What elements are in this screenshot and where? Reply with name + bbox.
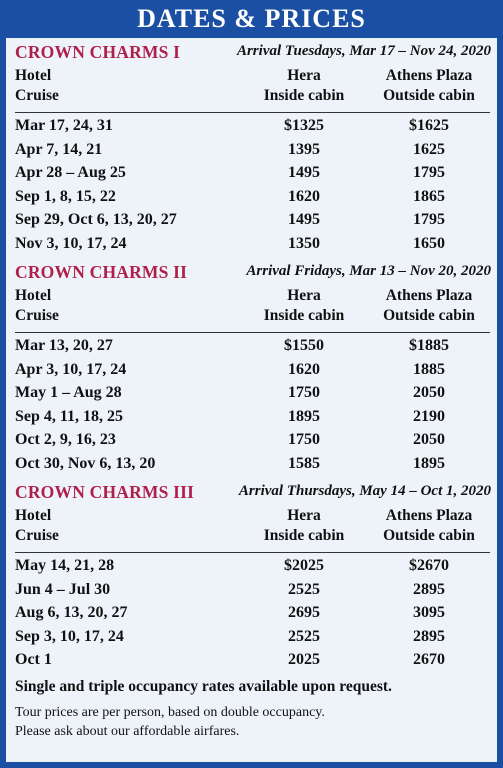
row-outside-price: $2670 [409, 557, 449, 574]
row-dates: Sep 1, 8, 15, 22 [15, 187, 116, 205]
row-dates: Sep 3, 10, 17, 24 [15, 627, 124, 645]
section-arrival: Arrival Fridays, Mar 13 – Nov 20, 2020 [246, 263, 491, 279]
header-athens-plaza: Athens Plaza [385, 287, 473, 304]
row-dates: May 1 – Aug 28 [15, 384, 122, 401]
table-row [6, 211, 497, 235]
row-inside-price: $1325 [284, 117, 324, 134]
table-row [6, 164, 497, 188]
header-hera: Hera [287, 67, 321, 84]
header-cruise: Cruise [15, 87, 59, 104]
table-row [6, 581, 497, 605]
row-dates: Sep 4, 11, 18, 25 [15, 407, 124, 425]
table-row [6, 455, 497, 479]
table-row [6, 408, 497, 432]
page-title: DATES & PRICES [137, 4, 366, 33]
header-hera: Hera [287, 287, 321, 304]
section-name: CROWN CHARMS I [15, 42, 181, 62]
section-name: CROWN CHARMS III [15, 482, 195, 502]
row-outside-price: 1865 [413, 187, 445, 205]
header-cruise: Cruise [15, 307, 59, 324]
table-row [6, 337, 497, 361]
row-inside-price: 1750 [288, 431, 320, 448]
row-outside-price: 1795 [413, 164, 445, 181]
column-header-outside [366, 286, 492, 326]
section-name: CROWN CHARMS II [15, 262, 188, 282]
row-inside-price: 1585 [288, 454, 320, 472]
row-outside-price: 2190 [413, 407, 445, 425]
row-inside-price: 1750 [288, 384, 320, 401]
section-arrival: Arrival Thursdays, May 14 – Oct 1, 2020 [238, 483, 491, 499]
row-dates: Mar 17, 24, 31 [15, 117, 113, 134]
footer-note-airfares: Please ask about our affordable airfares. [15, 724, 240, 739]
column-header-dates [15, 286, 59, 326]
row-outside-price: 1795 [413, 211, 445, 228]
column-header-inside [254, 286, 354, 326]
table-row [6, 557, 497, 581]
row-inside-price: 1620 [288, 360, 320, 378]
row-inside-price: 1895 [288, 407, 320, 425]
row-inside-price: 2525 [288, 580, 320, 598]
section-arrival: Arrival Tuesdays, Mar 17 – Nov 24, 2020 [236, 43, 491, 59]
row-inside-price: 2025 [288, 651, 320, 668]
header-hotel: Hotel [15, 287, 52, 304]
header-inside-cabin: Inside cabin [263, 87, 345, 104]
column-header-dates [15, 66, 59, 106]
table-row [6, 361, 497, 385]
row-outside-price: 2895 [413, 580, 445, 598]
row-inside-price: 1495 [288, 211, 320, 228]
row-dates: Nov 3, 10, 17, 24 [15, 234, 127, 252]
row-dates: Apr 3, 10, 17, 24 [15, 360, 127, 378]
row-dates: May 14, 21, 28 [15, 557, 115, 574]
column-header-inside [254, 506, 354, 546]
row-dates: Oct 2, 9, 16, 23 [15, 431, 116, 448]
row-outside-price: 1895 [413, 454, 445, 472]
column-header [6, 286, 497, 330]
table-row [6, 384, 497, 408]
header-athens-plaza: Athens Plaza [385, 507, 473, 524]
row-inside-price: $1550 [284, 337, 324, 354]
section-header [15, 262, 495, 284]
table-row [6, 235, 497, 259]
table-row [6, 628, 497, 652]
header-cruise: Cruise [15, 527, 59, 544]
footer-note-pricing: Tour prices are per person, based on double occupancy. [15, 705, 325, 720]
row-outside-price: 2895 [413, 627, 445, 645]
column-header-dates [15, 506, 59, 546]
row-inside-price: 1395 [288, 140, 320, 158]
row-inside-price: 1350 [288, 234, 320, 252]
row-outside-price: 2050 [413, 384, 445, 401]
row-outside-price: 1885 [413, 360, 445, 378]
header-hotel: Hotel [15, 67, 52, 84]
header-hotel: Hotel [15, 507, 52, 524]
row-outside-price: $1625 [409, 117, 449, 134]
table-row [6, 431, 497, 455]
row-dates: Apr 28 – Aug 25 [15, 164, 126, 181]
divider [15, 332, 490, 333]
divider [15, 552, 490, 553]
row-dates: Apr 7, 14, 21 [15, 140, 103, 158]
header-outside-cabin: Outside cabin [383, 87, 475, 104]
row-inside-price: 1620 [288, 187, 320, 205]
row-inside-price: $2025 [284, 557, 324, 574]
row-outside-price: 2670 [413, 651, 445, 668]
column-header-outside [366, 506, 492, 546]
table-row [6, 604, 497, 628]
section-header [15, 42, 495, 64]
footer-notes [15, 703, 495, 741]
row-outside-price: 3095 [413, 604, 445, 621]
header-inside-cabin: Inside cabin [263, 527, 345, 544]
header-outside-cabin: Outside cabin [383, 527, 475, 544]
price-panel [6, 38, 497, 762]
row-dates: Oct 1 [15, 651, 52, 668]
row-outside-price: 2050 [413, 431, 445, 448]
occupancy-note: Single and triple occupancy rates available upon request. [15, 678, 392, 695]
row-inside-price: 2525 [288, 627, 320, 645]
row-outside-price: 1650 [413, 234, 445, 252]
row-outside-price: 1625 [413, 140, 445, 158]
row-dates: Aug 6, 13, 20, 27 [15, 604, 128, 621]
table-row [6, 651, 497, 675]
row-dates: Mar 13, 20, 27 [15, 337, 113, 354]
row-inside-price: 2695 [288, 604, 320, 621]
column-header [6, 506, 497, 550]
header-outside-cabin: Outside cabin [383, 307, 475, 324]
divider [15, 112, 490, 113]
column-header-outside [366, 66, 492, 106]
column-header [6, 66, 497, 110]
section-header [15, 482, 495, 504]
row-outside-price: $1885 [409, 337, 449, 354]
table-row [6, 188, 497, 212]
column-header-inside [254, 66, 354, 106]
row-inside-price: 1495 [288, 164, 320, 181]
table-row [6, 141, 497, 165]
table-row [6, 117, 497, 141]
header-athens-plaza: Athens Plaza [385, 67, 473, 84]
row-dates: Jun 4 – Jul 30 [15, 580, 111, 598]
row-dates: Oct 30, Nov 6, 13, 20 [15, 454, 156, 472]
header-hera: Hera [287, 507, 321, 524]
row-dates: Sep 29, Oct 6, 13, 20, 27 [15, 211, 177, 228]
header-inside-cabin: Inside cabin [263, 307, 345, 324]
